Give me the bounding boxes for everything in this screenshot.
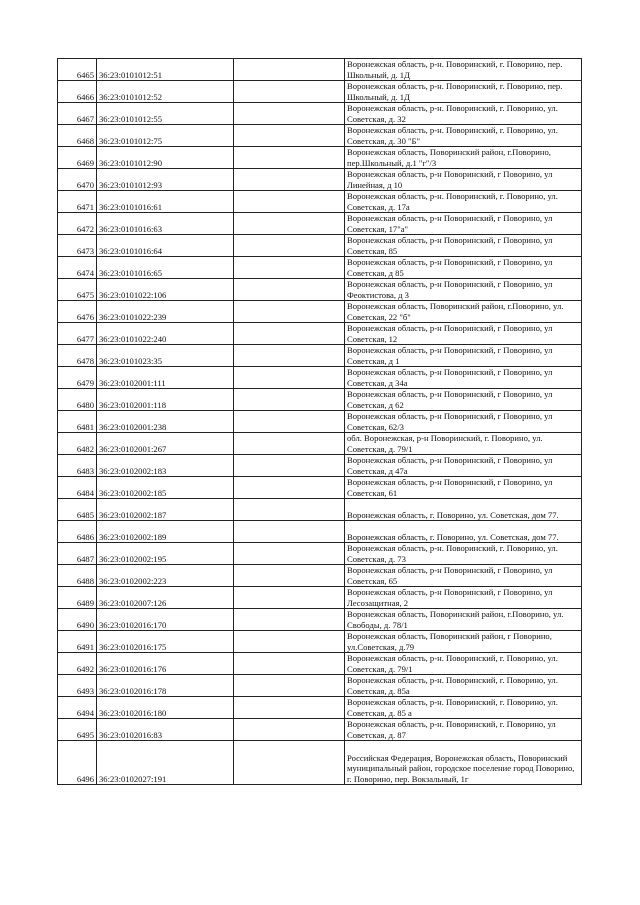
empty-cell [234,587,345,609]
cadastral-number: 36:23:0101022:240 [97,323,234,345]
cadastral-number: 36:23:0102016:175 [97,631,234,653]
cadastral-number: 36:23:0102016:83 [97,719,234,741]
cadastral-number: 36:23:0102027:191 [97,741,234,785]
address-cell: Воронежская область, р-н Поворинский, г Поворино, ул Советская, 85 [345,235,582,257]
cadastral-number: 36:23:0101016:63 [97,213,234,235]
registry-table [57,58,582,785]
table-row [58,125,582,147]
row-number: 6475 [58,279,97,301]
table-row [58,565,582,587]
table-row [58,433,582,455]
row-number: 6485 [58,499,97,521]
empty-cell [234,521,345,543]
address-cell: Воронежская область, р-н. Поворинский, г. Поворино, ул. Советская, д. 85а [345,675,582,697]
empty-cell [234,301,345,323]
table-row [58,191,582,213]
table-row [58,741,582,785]
empty-cell [234,367,345,389]
address-cell: Воронежская область, г. Поворино, ул. Советская, дом 77. [345,499,582,521]
cadastral-number: 36:23:0101022:106 [97,279,234,301]
address-cell: Воронежская область, р-н Поворинский, г Поворино, ул Советская, д 1 [345,345,582,367]
cadastral-number: 36:23:0101012:52 [97,81,234,103]
address-cell: Воронежская область, р-н Поворинский, г Поворино, ул Советская, 12 [345,323,582,345]
table-row [58,697,582,719]
empty-cell [234,235,345,257]
empty-cell [234,411,345,433]
table-row [58,235,582,257]
table-row [58,521,582,543]
table-row [58,257,582,279]
cadastral-number: 36:23:0102016:178 [97,675,234,697]
row-number: 6473 [58,235,97,257]
empty-cell [234,675,345,697]
row-number: 6491 [58,631,97,653]
empty-cell [234,59,345,81]
table-row [58,301,582,323]
address-cell: Воронежская область, р-н Поворинский, г Поворино, ул Советская, 62/3 [345,411,582,433]
row-number: 6483 [58,455,97,477]
row-number: 6465 [58,59,97,81]
address-cell: Воронежская область, Поворинский район, г.Поворино, пер.Школьный, д.1 "г"/3 [345,147,582,169]
cadastral-number: 36:23:0102002:183 [97,455,234,477]
address-cell: Воронежская область, р-н Поворинский, г Поворино, ул Советская, д 47а [345,455,582,477]
row-number: 6480 [58,389,97,411]
cadastral-number: 36:23:0102001:118 [97,389,234,411]
row-number: 6486 [58,521,97,543]
cadastral-number: 36:23:0101012:93 [97,169,234,191]
empty-cell [234,697,345,719]
address-cell: Воронежская область, р-н Поворинский, г Поворино, ул Линейная, д 10 [345,169,582,191]
cadastral-number: 36:23:0101023:35 [97,345,234,367]
table-row [58,367,582,389]
cadastral-number: 36:23:0101012:90 [97,147,234,169]
cadastral-number: 36:23:0102016:170 [97,609,234,631]
empty-cell [234,609,345,631]
table-row [58,147,582,169]
table-row [58,499,582,521]
empty-cell [234,477,345,499]
row-number: 6488 [58,565,97,587]
table-row [58,477,582,499]
table-row [58,543,582,565]
cadastral-number: 36:23:0101016:64 [97,235,234,257]
cadastral-number: 36:23:0101022:239 [97,301,234,323]
address-cell: Воронежская область, р-н. Поворинский, г. Поворино, ул. Советская, д. 17а [345,191,582,213]
address-cell: Воронежская область, р-н. Поворинский, г. Поворино, ул. Советская, д. 79/1 [345,653,582,675]
empty-cell [234,125,345,147]
empty-cell [234,345,345,367]
table-row [58,389,582,411]
cadastral-number: 36:23:0102001:111 [97,367,234,389]
empty-cell [234,565,345,587]
table-row [58,675,582,697]
empty-cell [234,213,345,235]
row-number: 6482 [58,433,97,455]
table-row [58,169,582,191]
row-number: 6479 [58,367,97,389]
table-row [58,587,582,609]
cadastral-number: 36:23:0102002:223 [97,565,234,587]
row-number: 6469 [58,147,97,169]
address-cell: Воронежская область, р-н. Поворинский, г. Поворино, ул Советская, д. 87 [345,719,582,741]
empty-cell [234,147,345,169]
table-row [58,455,582,477]
table-row [58,653,582,675]
cadastral-number: 36:23:0101012:55 [97,103,234,125]
cadastral-number: 36:23:0101012:75 [97,125,234,147]
row-number: 6470 [58,169,97,191]
row-number: 6474 [58,257,97,279]
address-cell: Воронежская область, г. Поворино, ул. Советская, дом 77. [345,521,582,543]
empty-cell [234,191,345,213]
cadastral-number: 36:23:0102002:195 [97,543,234,565]
address-cell: Воронежская область, р-н. Поворинский, г. Поворино, ул. Советская, д. 30 "Б" [345,125,582,147]
row-number: 6489 [58,587,97,609]
cadastral-number: 36:23:0102001:267 [97,433,234,455]
empty-cell [234,433,345,455]
cadastral-number: 36:23:0101016:61 [97,191,234,213]
table-row [58,631,582,653]
empty-cell [234,455,345,477]
table-row [58,411,582,433]
row-number: 6492 [58,653,97,675]
table-row [58,323,582,345]
cadastral-number: 36:23:0102002:185 [97,477,234,499]
cadastral-number: 36:23:0102007:126 [97,587,234,609]
address-cell: Воронежская область, р-н Поворинский, г Поворино, ул Советская, 61 [345,477,582,499]
row-number: 6467 [58,103,97,125]
empty-cell [234,719,345,741]
cadastral-number: 36:23:0101016:65 [97,257,234,279]
row-number: 6493 [58,675,97,697]
row-number: 6471 [58,191,97,213]
table-row [58,213,582,235]
address-cell: Воронежская область, р-н. Поворинский, г. Поворино, пер. Школьный, д. 1Д [345,59,582,81]
address-cell: Воронежская область, Поворинский район, г.Поворино, ул. Свободы, д. 78/1 [345,609,582,631]
cadastral-number: 36:23:0102016:180 [97,697,234,719]
table-row [58,59,582,81]
row-number: 6490 [58,609,97,631]
address-cell: Воронежская область, р-н Поворинский, г Поворино, ул Советская, д 62 [345,389,582,411]
empty-cell [234,653,345,675]
address-cell: Воронежская область, р-н Поворинский, г Поворино, ул Феоктистова, д 3 [345,279,582,301]
row-number: 6484 [58,477,97,499]
cadastral-number: 36:23:0102002:189 [97,521,234,543]
table-row [58,345,582,367]
empty-cell [234,103,345,125]
cadastral-number: 36:23:0102002:187 [97,499,234,521]
row-number: 6481 [58,411,97,433]
row-number: 6496 [58,741,97,785]
address-cell: Воронежская область, Поворинский район, г Поворино, ул.Советская, д.79 [345,631,582,653]
cadastral-number: 36:23:0102001:238 [97,411,234,433]
address-cell: Воронежская область, р-н. Поворинский, г. Поворино, пер. Школьный, д. 1Д [345,81,582,103]
row-number: 6487 [58,543,97,565]
empty-cell [234,741,345,785]
address-cell: Воронежская область, р-н Поворинский, г Поворино, ул Советская, 17"а" [345,213,582,235]
registry-table-body [58,59,582,785]
empty-cell [234,81,345,103]
address-cell: Воронежская область, р-н Поворинский, г Поворино, ул Советская, 65 [345,565,582,587]
address-cell: Воронежская область, р-н Поворинский, г Поворино, ул Лесозащитная, 2 [345,587,582,609]
address-cell: Воронежская область, Поворинский район, г.Поворино, ул. Советская, 22 "б" [345,301,582,323]
table-row [58,609,582,631]
address-cell: Воронежская область, р-н. Поворинский, г. Поворино, ул. Советская, д. 73 [345,543,582,565]
cadastral-number: 36:23:0102016:176 [97,653,234,675]
row-number: 6478 [58,345,97,367]
empty-cell [234,279,345,301]
row-number: 6477 [58,323,97,345]
address-cell: обл. Воронежская, р-н Поворинский, г. Поворино, ул. Советская, д. 79/1 [345,433,582,455]
row-number: 6495 [58,719,97,741]
address-cell: Воронежская область, р-н Поворинский, г Поворино, ул Советская, д 85 [345,257,582,279]
row-number: 6466 [58,81,97,103]
empty-cell [234,169,345,191]
address-cell: Воронежская область, р-н Поворинский, г Поворино, ул Советская, д 34а [345,367,582,389]
address-cell: Российская Федерация, Воронежская область, Поворинский муниципальный район, городское поселение город Поворино, г. Поворино, пер. Вокзальный, 1г [345,741,582,785]
empty-cell [234,389,345,411]
table-row [58,719,582,741]
row-number: 6494 [58,697,97,719]
address-cell: Воронежская область, р-н. Поворинский, г. Поворино, ул. Советская, д. 85 а [345,697,582,719]
row-number: 6468 [58,125,97,147]
empty-cell [234,543,345,565]
empty-cell [234,631,345,653]
empty-cell [234,257,345,279]
address-cell: Воронежская область, р-н. Поворинский, г. Поворино, ул. Советская, д. 32 [345,103,582,125]
empty-cell [234,323,345,345]
table-row [58,279,582,301]
cadastral-number: 36:23:0101012:51 [97,59,234,81]
row-number: 6472 [58,213,97,235]
table-row [58,81,582,103]
empty-cell [234,499,345,521]
row-number: 6476 [58,301,97,323]
table-row [58,103,582,125]
